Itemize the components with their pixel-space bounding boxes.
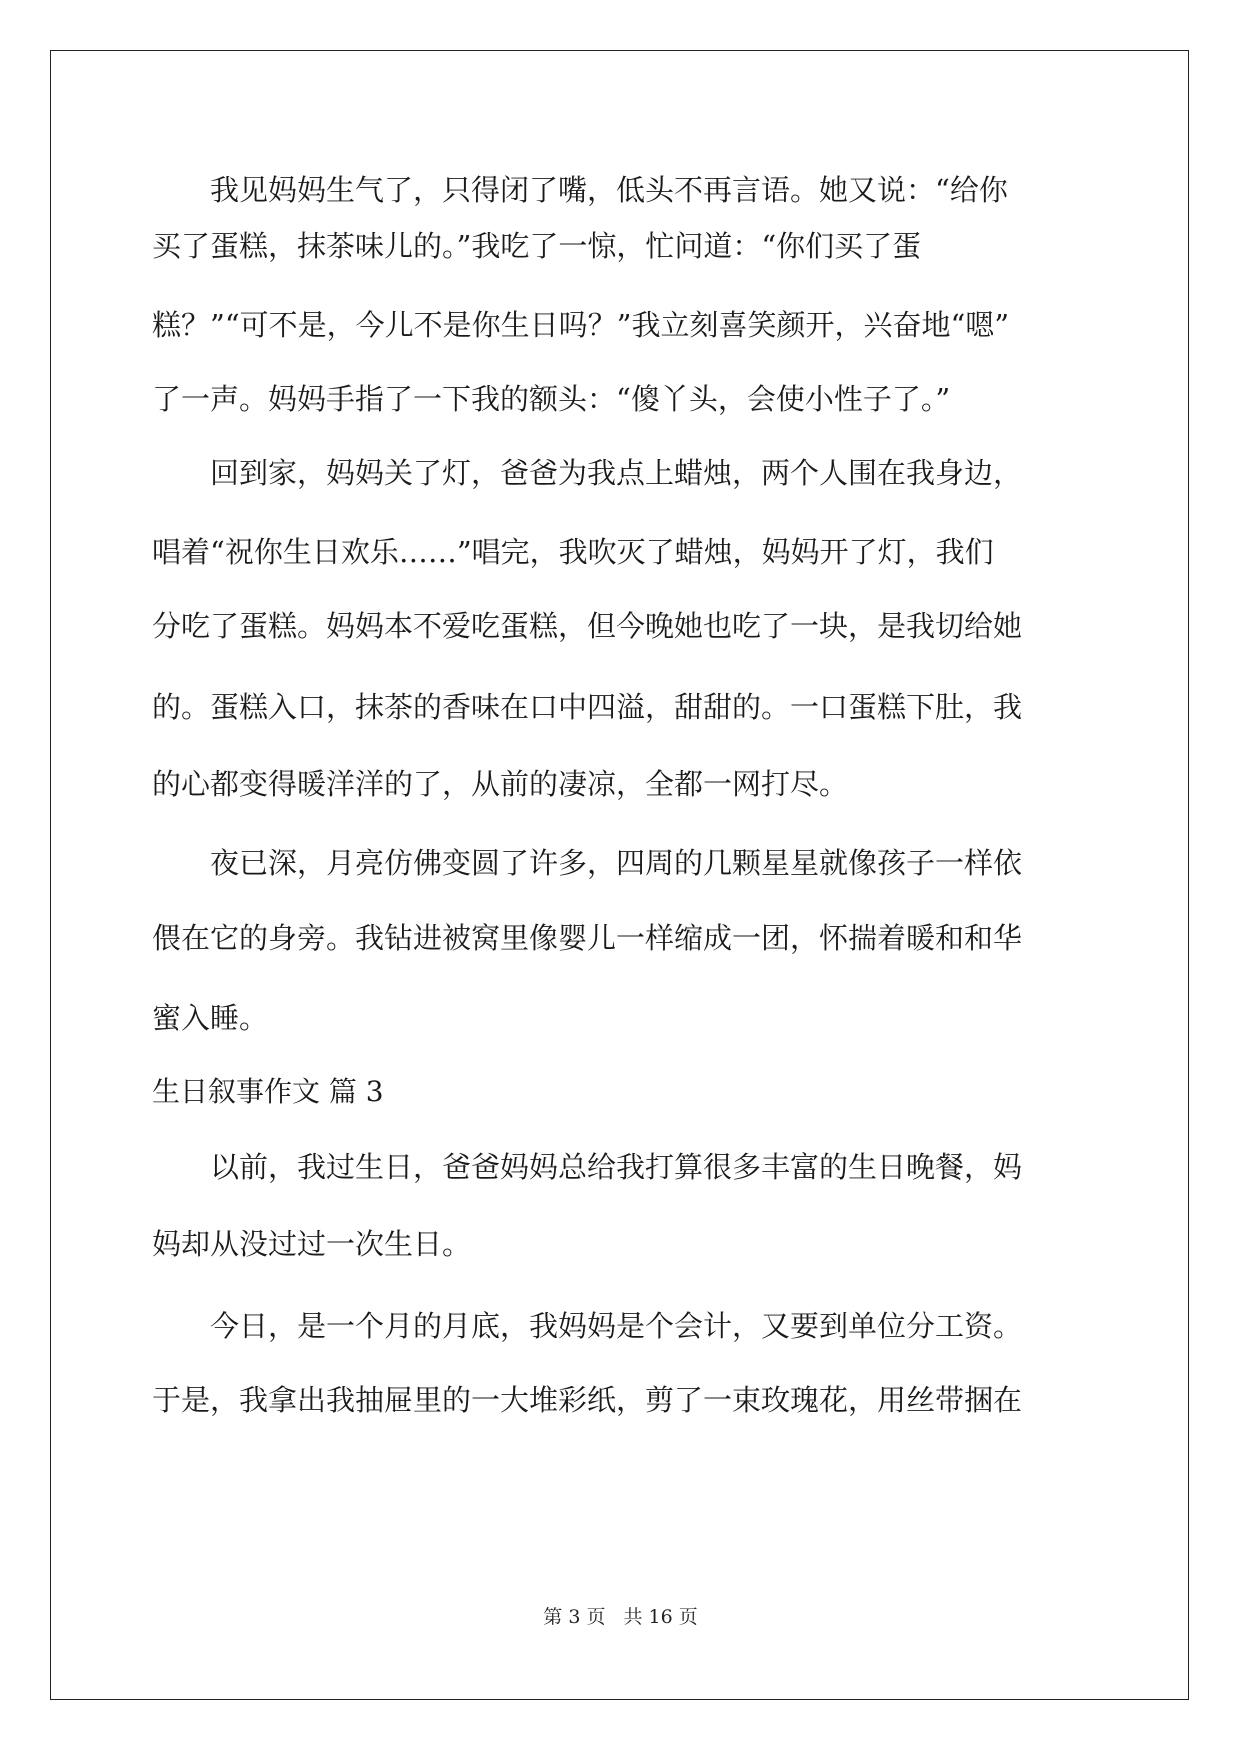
section-heading: 生日叙事作文 篇 3: [152, 1075, 384, 1108]
paragraph-line: 分吃了蛋糕。妈妈本不爱吃蛋糕，但今晚她也吃了一块，是我切给她: [152, 609, 1023, 643]
page-number: 第 3 页: [543, 1606, 606, 1628]
page-footer: [0, 1602, 1241, 1629]
paragraph-line: 今日，是一个月的月底，我妈妈是个会计，又要到单位分工资。: [152, 1309, 1023, 1343]
paragraph-line: 妈却从没过过一次生日。: [152, 1227, 472, 1261]
paragraph-line: 买了蛋糕，抹茶味儿的。”我吃了一惊，忙问道：“你们买了蛋: [152, 229, 922, 263]
page-total: 共 16 页: [623, 1606, 698, 1628]
paragraph-line: 糕？”“可不是，今儿不是你生日吗？”我立刻喜笑颜开，兴奋地“嗯”: [152, 308, 1010, 342]
paragraph-line: 于是，我拿出我抽屉里的一大堆彩纸，剪了一束玫瑰花，用丝带捆在: [152, 1383, 1023, 1417]
paragraph-line: 的心都变得暖洋洋的了，从前的凄凉，全都一网打尽。: [152, 767, 849, 801]
paragraph-line: 夜已深，月亮仿佛变圆了许多，四周的几颗星星就像孩子一样依: [152, 846, 1023, 880]
paragraph-line: 的。蛋糕入口，抹茶的香味在口中四溢，甜甜的。一口蛋糕下肚，我: [152, 690, 1023, 724]
paragraph-line: 蜜入睡。: [152, 1001, 269, 1035]
paragraph-line: 我见妈妈生气了，只得闭了嘴，低头不再言语。她又说：“给你: [152, 173, 1008, 207]
paragraph-line: 了一声。妈妈手指了一下我的额头：“傻丫头，会使小性子了。”: [152, 382, 951, 416]
paragraph-line: 偎在它的身旁。我钻进被窝里像婴儿一样缩成一团，怀揣着暖和和华: [152, 921, 1023, 955]
paragraph-line: 唱着“祝你生日欢乐……”唱完，我吹灭了蜡烛，妈妈开了灯，我们: [152, 535, 994, 569]
paragraph-line: 以前，我过生日，爸爸妈妈总给我打算很多丰富的生日晚餐，妈: [152, 1150, 1023, 1184]
paragraph-line: 回到家，妈妈关了灯，爸爸为我点上蜡烛，两个人围在我身边，: [152, 456, 1023, 490]
